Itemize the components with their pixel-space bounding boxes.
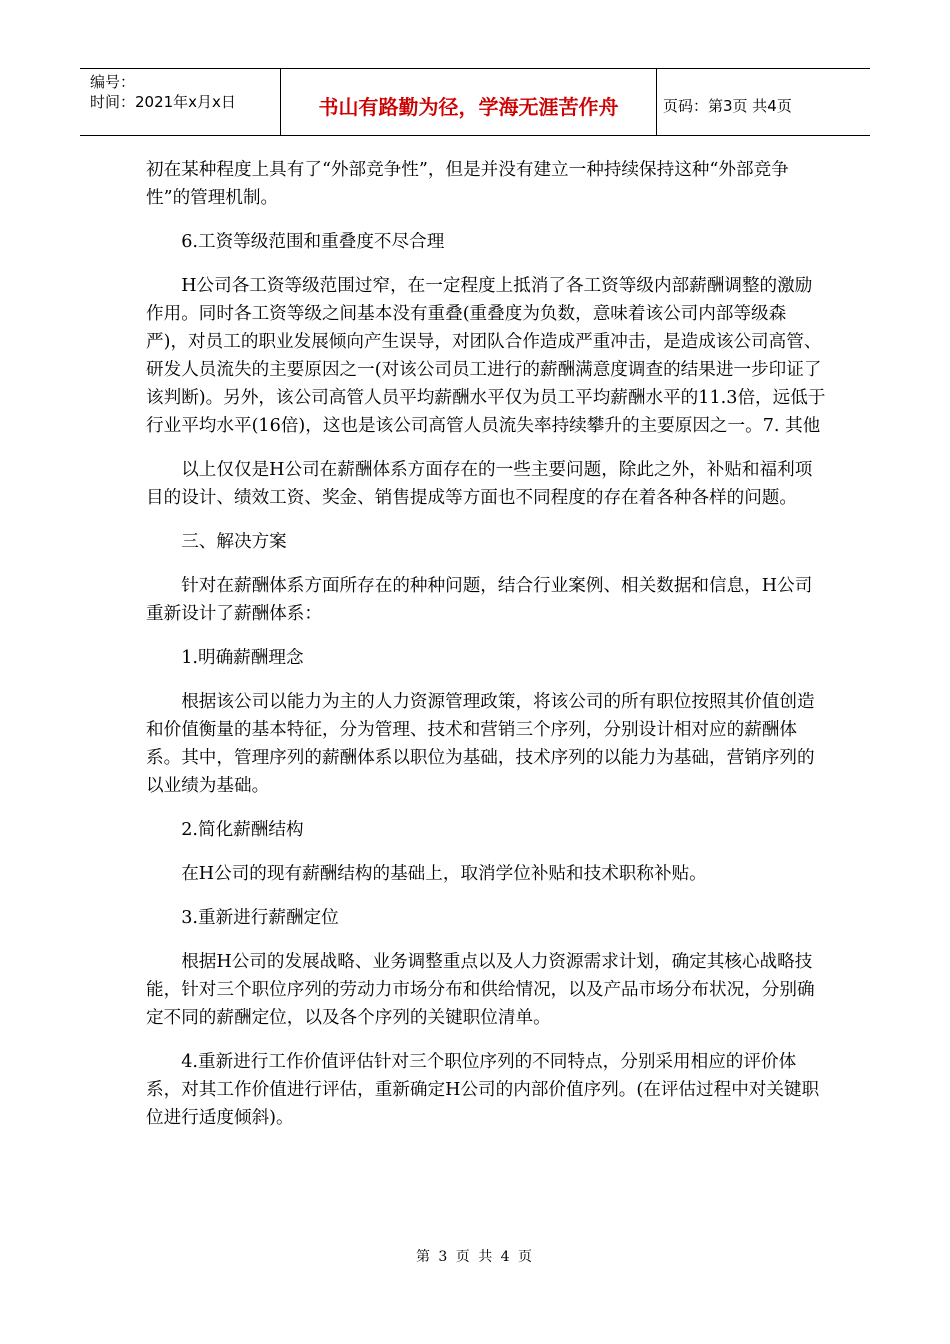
section-heading: 6.工资等级范围和重叠度不尽合理 [181, 232, 445, 252]
paragraph: 以上仅仅是H公司在薪酬体系方面存在的一些主要问题，除此之外，补贴和福利项目的设计、绩效工资、奖金、销售提成等方面也不同程度的存在着各种各样的问题。 [146, 460, 813, 508]
section-heading: 3.重新进行薪酬定位 [181, 908, 339, 928]
header-motto: 书山有路勤为径，学海无涯苦作舟 [281, 69, 657, 135]
paragraph: 在H公司的现有薪酬结构的基础上，取消学位补贴和技术职称补贴。 [181, 864, 707, 884]
section-heading: 1.明确薪酬理念 [181, 648, 304, 668]
paragraph: 初在某种程度上具有了“外部竞争性”，但是并没有建立一种持续保持这种“外部竞争性”的管理机制。 [146, 160, 789, 208]
header-page-info: 页码：第3页 共4页 [663, 96, 792, 115]
section-heading: 2.简化薪酬结构 [181, 820, 304, 840]
paragraph: 根据该公司以能力为主的人力资源管理政策，将该公司的所有职位按照其价值创造和价值衡量的基本特征，分为管理、技术和营销三个序列，分别设计相对应的薪酬体系。其中，管理序列的薪酬体系以职位为基础，技术序列的以能力为基础，营销序列的以业绩为基础。 [146, 692, 815, 796]
paragraph: 针对在薪酬体系方面所存在的种种问题，结合行业案例、相关数据和信息，H公司重新设计了薪酬体系： [146, 576, 813, 624]
document-number-label: 编号： [90, 73, 136, 91]
page-footer: 第 3 页 共 4 页 [415, 1249, 535, 1265]
section-heading: 三、解决方案 [181, 532, 287, 552]
document-date-label: 时间：2021年x月x日 [90, 93, 236, 111]
header-meta [80, 69, 281, 135]
document-header [80, 68, 870, 136]
document-body [146, 156, 826, 1148]
paragraph: 4.重新进行工作价值评估针对三个职位序列的不同特点，分别采用相应的评价体系，对其工作价值进行评估，重新确定H公司的内部价值序列。(在评估过程中对关键职位进行适度倾斜)。 [146, 1052, 820, 1128]
paragraph: 根据H公司的发展战略、业务调整重点以及人力资源需求计划，确定其核心战略技能，针对三个职位序列的劳动力市场分布和供给情况，以及产品市场分布状况，分别确定不同的薪酬定位，以及各个序列的关键职位清单。 [146, 952, 815, 1028]
paragraph: H公司各工资等级范围过窄，在一定程度上抵消了各工资等级内部薪酬调整的激励作用。同时各工资等级之间基本没有重叠(重叠度为负数，意味着该公司内部等级森严)，对员工的职业发展倾向产生误导，对团队合作造成严重冲击，是造成该公司高管、研发人员流失的主要原因之一(对该公司员工进行的薪酬满意度调查的结果进一步印证了该判断)。另外，该公司高管人员平均薪酬水平仅为员工平均薪酬水平的11.3倍，远低于行业平均水平(16倍)，这也是该公司高管人员流失率持续攀升的主要原因之一。7. 其他 [146, 276, 826, 436]
